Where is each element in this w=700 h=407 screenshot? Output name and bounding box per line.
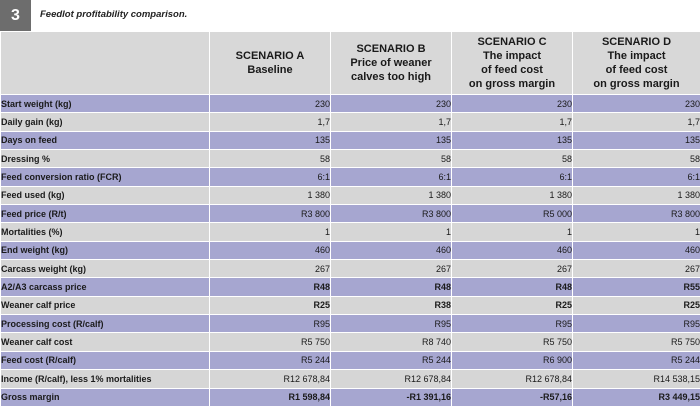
cell-value: 6:1 xyxy=(210,168,330,185)
row-label: Feed used (kg) xyxy=(1,187,209,204)
scenario-d-line1: SCENARIO D xyxy=(601,36,672,48)
row-label: Days on feed xyxy=(1,132,209,149)
header-corner xyxy=(1,32,209,94)
row-label: Feed conversion ratio (FCR) xyxy=(1,168,209,185)
cell-value: R12 678,84 xyxy=(331,370,451,387)
table-row xyxy=(1,352,700,369)
cell-value: 135 xyxy=(210,132,330,149)
cell-value: 460 xyxy=(573,242,700,259)
cell-value: 1 380 xyxy=(210,187,330,204)
cell-value: 58 xyxy=(452,150,572,167)
header-row xyxy=(1,32,700,94)
cell-value: 1 xyxy=(573,223,700,240)
row-label: A2/A3 carcass price xyxy=(1,278,209,295)
row-label: Feed cost (R/calf) xyxy=(1,352,209,369)
cell-value: R5 750 xyxy=(210,333,330,350)
cell-value: R95 xyxy=(573,315,700,332)
scenario-b-line1: SCENARIO B xyxy=(356,43,426,55)
cell-value: 58 xyxy=(210,150,330,167)
table-row xyxy=(1,242,700,259)
row-label: Start weight (kg) xyxy=(1,95,209,112)
cell-value: R38 xyxy=(331,297,451,314)
cell-value: R95 xyxy=(452,315,572,332)
cell-value: R3 800 xyxy=(331,205,451,222)
cell-value: R12 678,84 xyxy=(210,370,330,387)
cell-value: 230 xyxy=(452,95,572,112)
row-label: Gross margin xyxy=(1,389,209,407)
cell-value: R48 xyxy=(210,278,330,295)
row-label: Dressing % xyxy=(1,150,209,167)
cell-value: 267 xyxy=(573,260,700,277)
cell-value: 6:1 xyxy=(573,168,700,185)
scenario-c-line4: on gross margin xyxy=(468,78,556,90)
scenario-d-line4: on gross margin xyxy=(593,78,680,90)
cell-value: 1,7 xyxy=(331,113,451,130)
cell-value: 1 380 xyxy=(452,187,572,204)
scenario-a-header xyxy=(210,32,330,94)
cell-value: 460 xyxy=(452,242,572,259)
table-title: Feedlot profitability comparison. xyxy=(40,9,188,20)
cell-value: -R57,16 xyxy=(452,389,572,407)
cell-value: 267 xyxy=(210,260,330,277)
cell-value: R25 xyxy=(210,297,330,314)
scenario-c-line3: of feed cost xyxy=(481,64,543,76)
scenario-b-header xyxy=(331,32,451,94)
table-number-badge: 3 xyxy=(0,0,31,31)
scenario-d-line2: The impact xyxy=(607,50,666,62)
cell-value: 460 xyxy=(210,242,330,259)
row-label: End weight (kg) xyxy=(1,242,209,259)
table-row xyxy=(1,150,700,167)
row-label: Mortalities (%) xyxy=(1,223,209,240)
table-title-bar xyxy=(0,0,700,31)
cell-value: 58 xyxy=(573,150,700,167)
cell-value: R1 598,84 xyxy=(210,389,330,407)
table-row xyxy=(1,187,700,204)
cell-value: 230 xyxy=(331,95,451,112)
row-label: Processing cost (R/calf) xyxy=(1,315,209,332)
cell-value: 1,7 xyxy=(452,113,572,130)
scenario-b-line2: Price of weaner xyxy=(350,57,432,69)
cell-value: R55 xyxy=(573,278,700,295)
cell-value: R5 000 xyxy=(452,205,572,222)
table-row xyxy=(1,260,700,277)
cell-value: 135 xyxy=(452,132,572,149)
cell-value: 460 xyxy=(331,242,451,259)
cell-value: R5 244 xyxy=(210,352,330,369)
cell-value: R5 750 xyxy=(452,333,572,350)
scenario-d-line3: of feed cost xyxy=(605,64,668,76)
row-label: Feed price (R/t) xyxy=(1,205,209,222)
cell-value: R6 900 xyxy=(452,352,572,369)
cell-value: 1,7 xyxy=(210,113,330,130)
cell-value: -R1 391,16 xyxy=(331,389,451,407)
cell-value: R5 244 xyxy=(331,352,451,369)
cell-value: R95 xyxy=(331,315,451,332)
cell-value: 6:1 xyxy=(331,168,451,185)
cell-value: R8 740 xyxy=(331,333,451,350)
cell-value: R48 xyxy=(452,278,572,295)
cell-value: R48 xyxy=(331,278,451,295)
table-row xyxy=(1,205,700,222)
table-row xyxy=(1,333,700,350)
scenario-c-line2: The impact xyxy=(482,50,542,62)
cell-value: R5 244 xyxy=(573,352,700,369)
table-row xyxy=(1,370,700,387)
cell-value: 230 xyxy=(573,95,700,112)
table-row xyxy=(1,278,700,295)
table-row xyxy=(1,132,700,149)
scenario-d-header xyxy=(573,32,700,94)
row-label: Carcass weight (kg) xyxy=(1,260,209,277)
scenario-c-header xyxy=(452,32,572,94)
cell-value: R14 538,15 xyxy=(573,370,700,387)
cell-value: R3 800 xyxy=(210,205,330,222)
table-row xyxy=(1,95,700,112)
cell-value: R95 xyxy=(210,315,330,332)
cell-value: 1,7 xyxy=(573,113,700,130)
cell-value: 1 xyxy=(331,223,451,240)
table-row xyxy=(1,297,700,314)
cell-value: 267 xyxy=(452,260,572,277)
row-label: Weaner calf price xyxy=(1,297,209,314)
scenario-c-line1: SCENARIO C xyxy=(477,36,547,48)
cell-value: R25 xyxy=(452,297,572,314)
cell-value: R3 800 xyxy=(573,205,700,222)
table-row xyxy=(1,389,700,407)
cell-value: 6:1 xyxy=(452,168,572,185)
scenario-a-line2: Baseline xyxy=(247,64,293,76)
table-row xyxy=(1,223,700,240)
cell-value: 267 xyxy=(331,260,451,277)
table-row xyxy=(1,113,700,130)
row-label: Weaner calf cost xyxy=(1,333,209,350)
scenario-a-line1: SCENARIO A xyxy=(235,50,305,62)
scenario-b-line3: calves too high xyxy=(350,71,432,83)
cell-value: 135 xyxy=(573,132,700,149)
cell-value: 1 380 xyxy=(331,187,451,204)
row-label: Income (R/calf), less 1% mortalities xyxy=(1,370,209,387)
cell-value: R25 xyxy=(573,297,700,314)
cell-value: R12 678,84 xyxy=(452,370,572,387)
cell-value: 135 xyxy=(331,132,451,149)
cell-value: 1 xyxy=(210,223,330,240)
profitability-table xyxy=(0,31,700,407)
table-row xyxy=(1,168,700,185)
cell-value: 1 380 xyxy=(573,187,700,204)
cell-value: 1 xyxy=(452,223,572,240)
cell-value: R5 750 xyxy=(573,333,700,350)
cell-value: R3 449,15 xyxy=(573,389,700,407)
table-row xyxy=(1,315,700,332)
cell-value: 58 xyxy=(331,150,451,167)
cell-value: 230 xyxy=(210,95,330,112)
row-label: Daily gain (kg) xyxy=(1,113,209,130)
